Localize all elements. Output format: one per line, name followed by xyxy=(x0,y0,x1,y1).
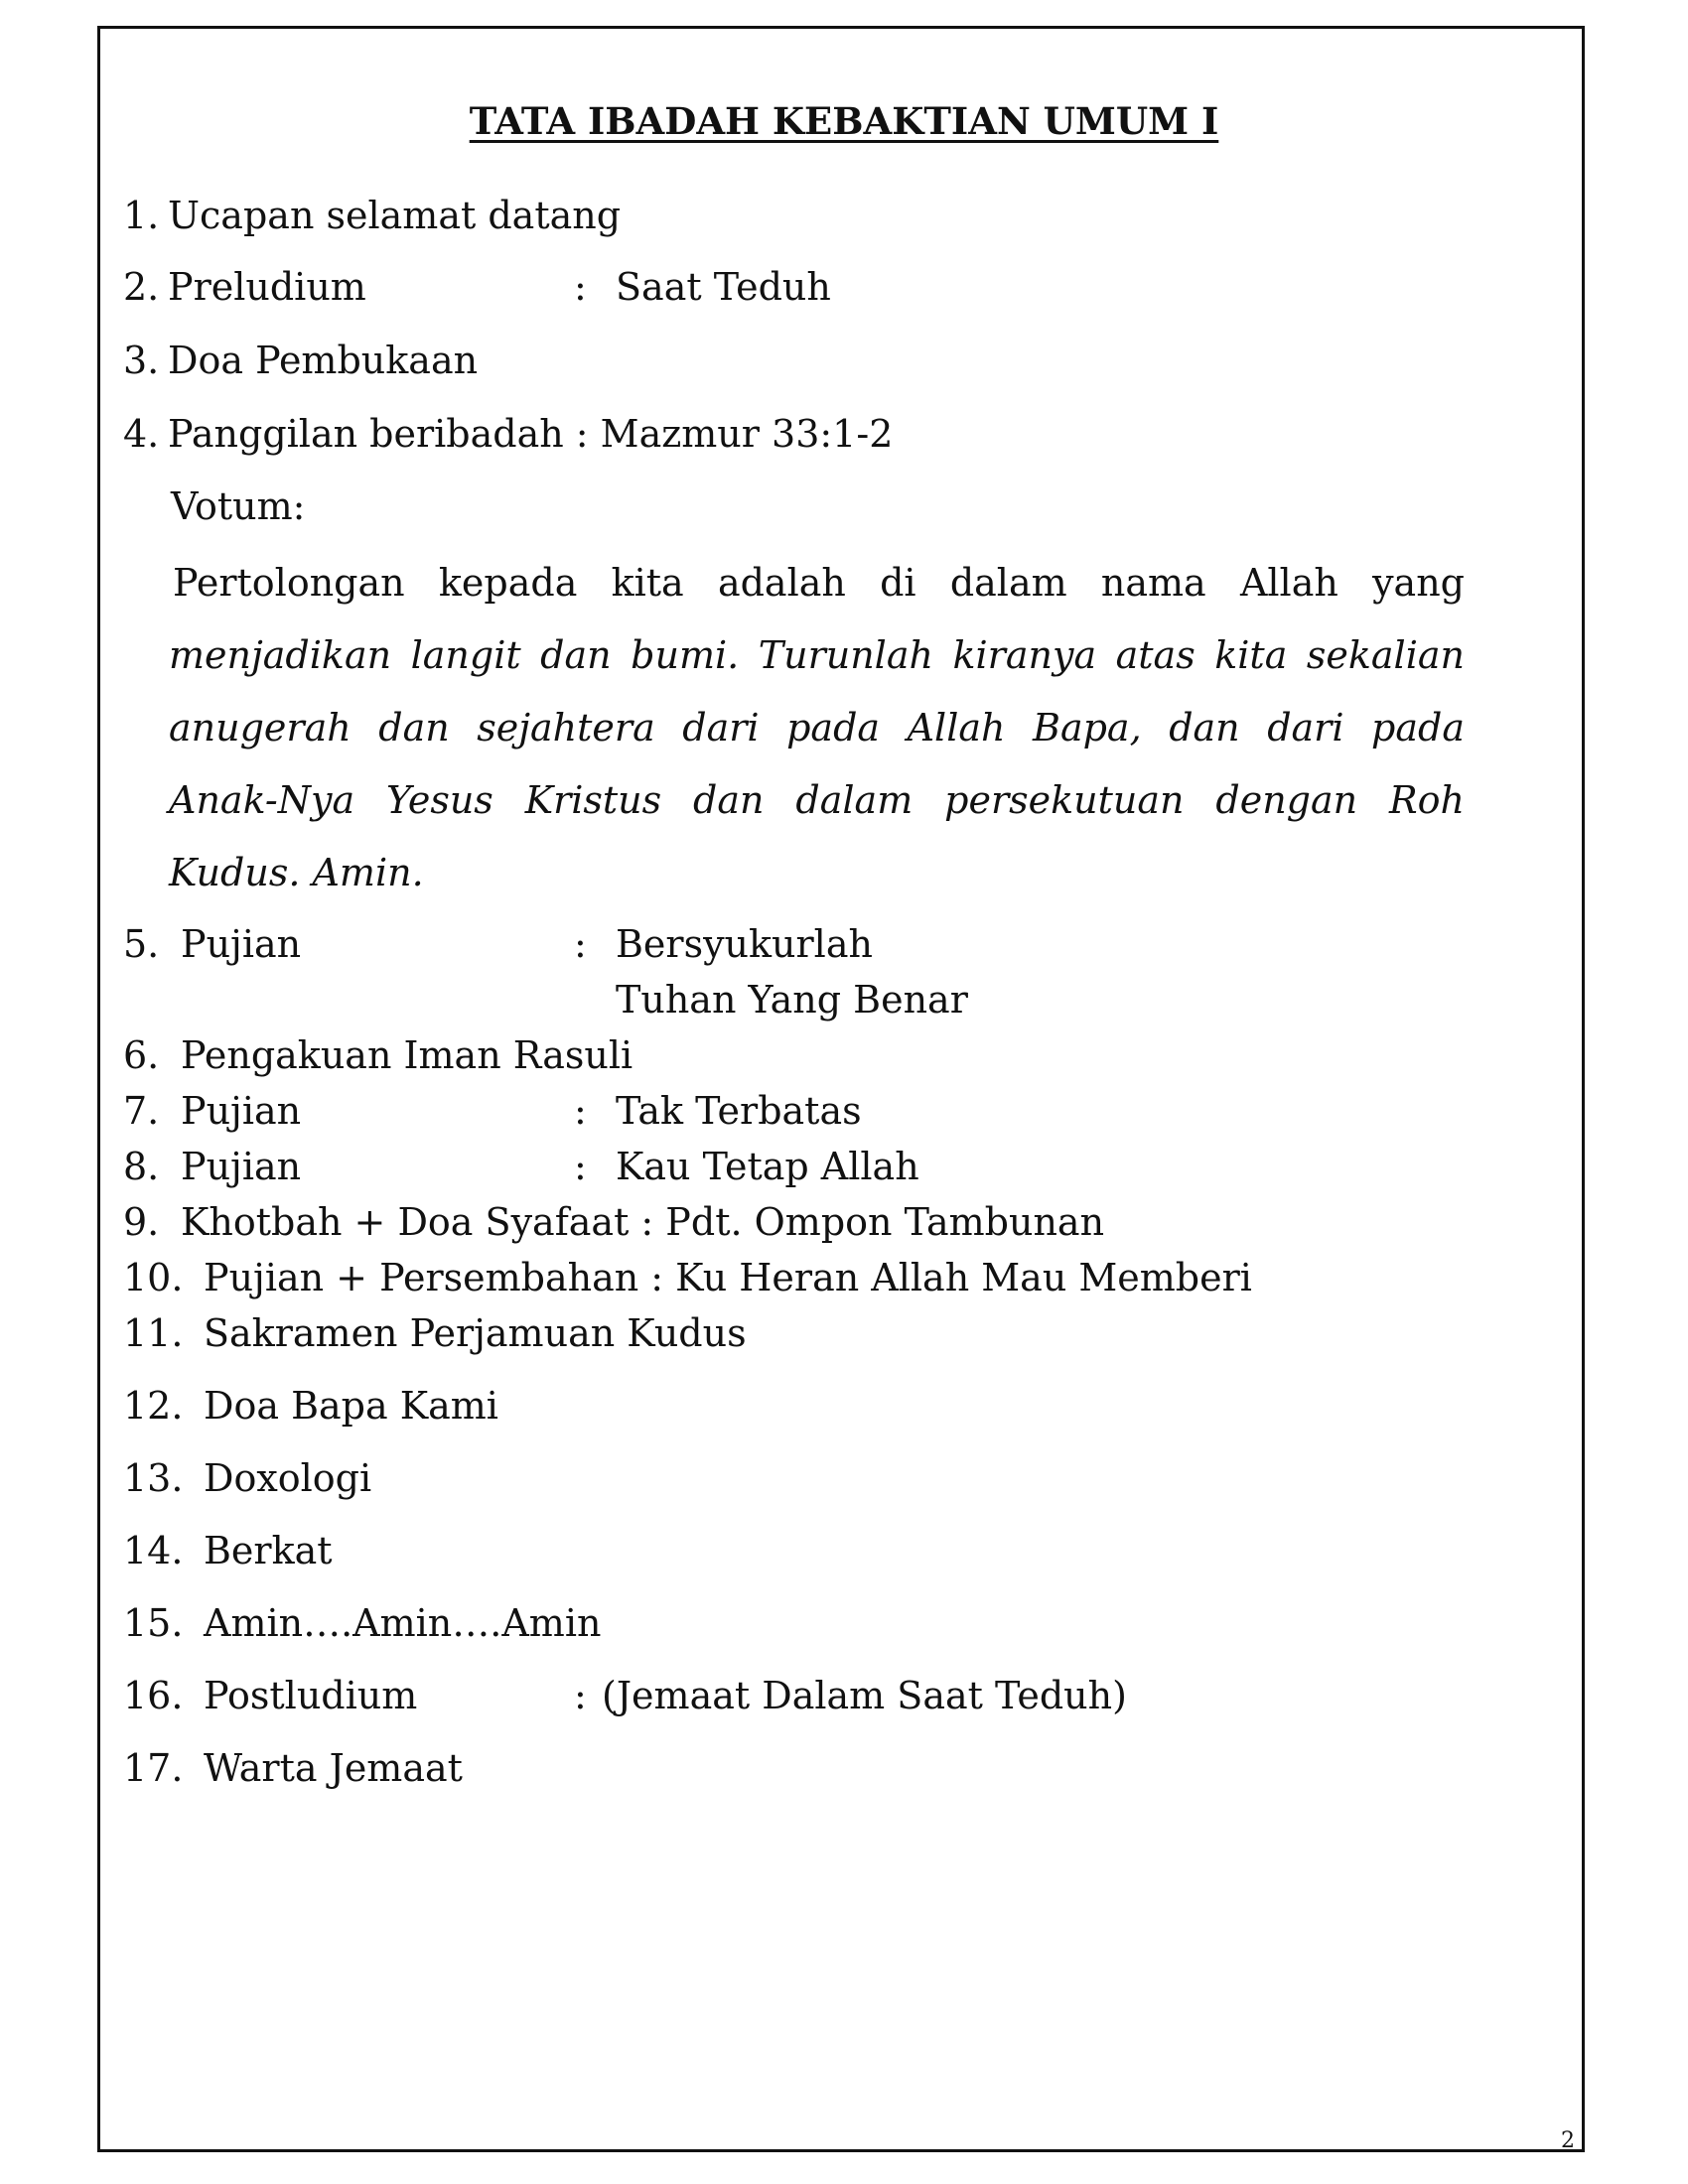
item-label: Preludium xyxy=(168,265,366,309)
item-number: 15. xyxy=(123,1601,184,1645)
votum-heading: Votum: xyxy=(171,484,306,528)
item-number: 16. xyxy=(123,1674,184,1717)
votum-line: anugerah dan sejahtera dari pada Allah Bapa, dan dari pada xyxy=(169,706,1465,750)
item-label: Khotbah + Doa Syafaat : Pdt. Ompon Tambunan xyxy=(181,1200,1105,1244)
item-label: Doxologi xyxy=(204,1456,372,1500)
item-label: Panggilan beribadah : Mazmur 33:1-2 xyxy=(168,412,894,456)
item-label: Pengakuan Iman Rasuli xyxy=(181,1033,633,1077)
page-number: 2 xyxy=(1561,2128,1575,2153)
item-number: 13. xyxy=(123,1456,184,1500)
item-colon: : xyxy=(574,1145,587,1188)
item-number: 8. xyxy=(123,1145,160,1188)
page-title: TATA IBADAH KEBAKTIAN UMUM I xyxy=(469,99,1219,143)
item-label: Amin….Amin….Amin xyxy=(204,1601,602,1645)
item-value: Saat Teduh xyxy=(616,265,831,309)
item-value: Tak Terbatas xyxy=(616,1089,862,1133)
item-label: Pujian xyxy=(181,1089,302,1133)
item-value: Bersyukurlah xyxy=(616,922,873,966)
item-number: 14. xyxy=(123,1529,184,1572)
item-colon: : xyxy=(574,1089,587,1133)
votum-line: Pertolongan kepada kita adalah di dalam nama Allah yang xyxy=(173,561,1465,605)
item-number: 7. xyxy=(123,1089,160,1133)
item-value: (Jemaat Dalam Saat Teduh) xyxy=(602,1674,1127,1717)
item-label: Postludium xyxy=(204,1674,418,1717)
votum-line: Kudus. Amin. xyxy=(169,851,424,894)
item-number: 2. xyxy=(123,265,160,309)
item-number: 11. xyxy=(123,1311,184,1355)
item-number: 3. xyxy=(123,339,160,382)
item-label: Doa Bapa Kami xyxy=(204,1384,498,1428)
item-number: 17. xyxy=(123,1746,184,1790)
item-colon: : xyxy=(574,922,587,966)
item-number: 1. xyxy=(123,194,160,237)
item-value: Kau Tetap Allah xyxy=(616,1145,919,1188)
item-number: 9. xyxy=(123,1200,160,1244)
item-label: Doa Pembukaan xyxy=(168,339,479,382)
item-label: Ucapan selamat datang xyxy=(168,194,622,237)
item-label: Sakramen Perjamuan Kudus xyxy=(204,1311,747,1355)
votum-line: menjadikan langit dan bumi. Turunlah kiranya atas kita sekalian xyxy=(169,633,1465,677)
item-label: Pujian xyxy=(181,922,302,966)
item-label: Pujian xyxy=(181,1145,302,1188)
item-number: 4. xyxy=(123,412,160,456)
item-number: 12. xyxy=(123,1384,184,1428)
item-colon: : xyxy=(574,1674,587,1717)
votum-text xyxy=(169,547,1465,909)
item-label: Berkat xyxy=(204,1529,333,1572)
item-number: 10. xyxy=(123,1256,184,1299)
item-number: 5. xyxy=(123,922,160,966)
item-colon: : xyxy=(574,265,587,309)
votum-line: Anak-Nya Yesus Kristus dan dalam persekutuan dengan Roh xyxy=(169,778,1465,822)
item-label: Pujian + Persembahan : Ku Heran Allah Mau Memberi xyxy=(204,1256,1252,1299)
item-label: Warta Jemaat xyxy=(204,1746,463,1790)
item-value-continued: Tuhan Yang Benar xyxy=(616,978,968,1022)
item-number: 6. xyxy=(123,1033,160,1077)
